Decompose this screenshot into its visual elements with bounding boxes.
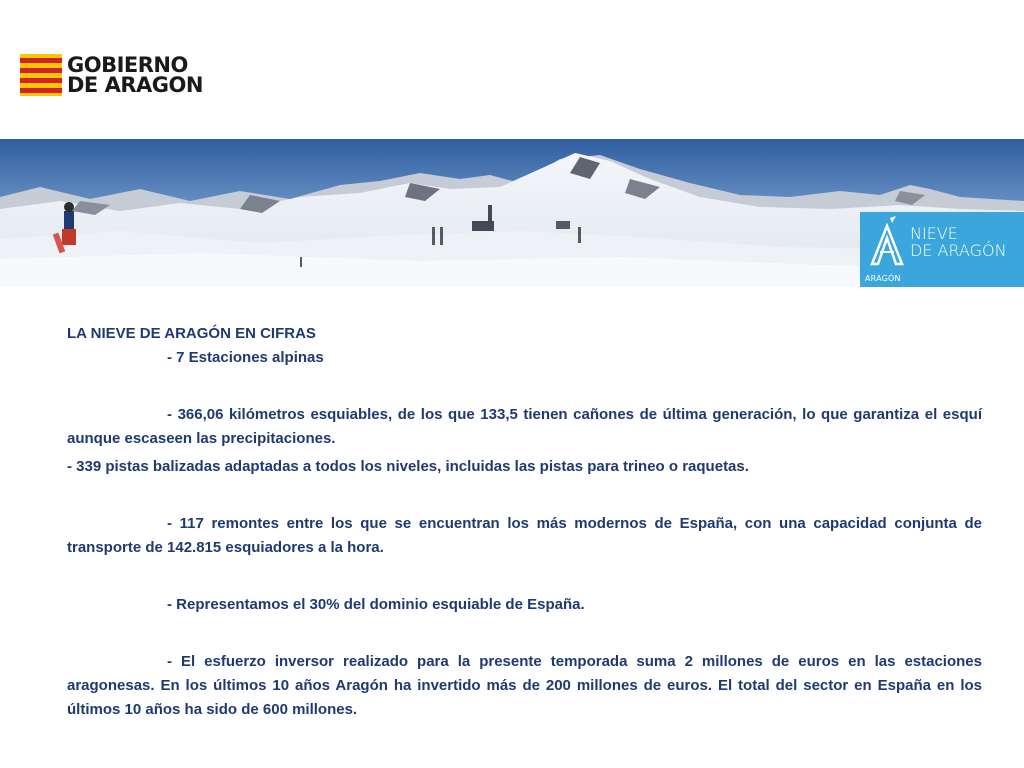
fact-kilometers: - 366,06 kilómetros esquiables, de los que 133,5 tienen cañones de última generación, lo que garantiza el esquí aunque escaseen las precipitaciones. xyxy=(67,406,982,447)
aragon-a-icon xyxy=(868,216,906,268)
nieve-de-aragon-brand xyxy=(860,212,1024,287)
fact-lifts: - 117 remontes entre los que se encuentran los más modernos de España, con una capacidad conjunta de transporte de 142.815 esquiadores a la hora. xyxy=(67,515,982,556)
logo-line-2: DE ARAGON xyxy=(67,73,203,97)
brand-line-2: DE ARAGÓN xyxy=(910,241,1007,260)
section-heading: LA NIEVE DE ARAGÓN EN CIFRAS xyxy=(67,325,316,342)
figures-section xyxy=(67,322,982,722)
logo-line-1: GOBIERNO xyxy=(67,53,188,77)
fact-investment: - El esfuerzo inversor realizado para la presente temporada suma 2 millones de euros en las estaciones aragonesas. En los últimos 10 años Aragón ha invertido más de 200 millones de euros. El total del sector en España en los últimos 10 años ha sido de 600 millones. xyxy=(67,653,982,718)
fact-share: - Representamos el 30% del dominio esquiable de España. xyxy=(167,596,585,613)
brand-subtitle: ARAGÓN xyxy=(865,274,901,283)
fact-stations: - 7 Estaciones alpinas xyxy=(167,349,324,366)
gobierno-aragon-logo xyxy=(20,53,203,97)
fact-slopes: - 339 pistas balizadas adaptadas a todos los niveles, incluidas las pistas para trineo o raquetas. xyxy=(67,458,749,475)
brand-line-1: NIEVE xyxy=(910,224,958,243)
logo-text xyxy=(67,55,203,95)
aragon-flag-icon xyxy=(20,54,62,96)
mountain-banner xyxy=(0,139,1024,287)
